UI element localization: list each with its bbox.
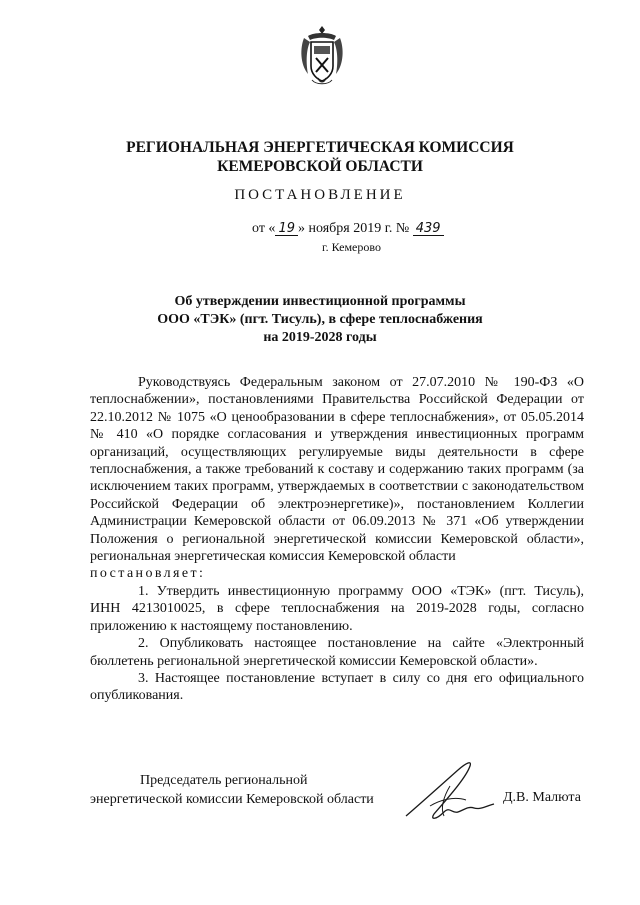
subject-line-3: на 2019-2028 годы xyxy=(263,330,377,345)
signer-title-line-1: Председатель региональной xyxy=(140,773,308,788)
document-number: 439 xyxy=(413,222,444,236)
organization-name xyxy=(0,138,640,176)
item-3-paragraph: 3. Настоящее постановление вступает в силу со дня его официального опубликования. xyxy=(90,670,584,704)
coat-of-arms-icon xyxy=(298,24,346,86)
signer-title-line-2: энергетической комиссии Кемеровской области xyxy=(90,792,374,807)
date-prefix: от « xyxy=(252,221,276,236)
document-date-line xyxy=(252,221,444,237)
subject-line-2: ООО «ТЭК» (пгт. Тисуль), в сфере теплоснабжения xyxy=(157,312,483,327)
decree-word: постановляет: xyxy=(90,566,206,582)
document-city: г. Кемерово xyxy=(322,240,381,254)
date-middle: » ноября 2019 г. № xyxy=(297,221,410,236)
signer-name: Д.В. Малюта xyxy=(503,790,581,805)
document-subject xyxy=(0,293,640,347)
item-2-paragraph: 2. Опубликовать настоящее постановление на сайте «Электронный бюллетень региональной энергетической комиссии Кемеровской области». xyxy=(90,636,584,669)
org-line-2: КЕМЕРОВСКОЙ ОБЛАСТИ xyxy=(217,158,423,175)
document-type: ПОСТАНОВЛЕНИЕ xyxy=(234,187,406,203)
preamble-paragraph: Руководствуясь Федеральным законом от 27.07.2010 № 190-ФЗ «О теплоснабжении», постановлениями Правительства Российской Федерации от 22.10.2012 № 1075 «О ценообразовании в сфере теплоснабжения», от 05.05.2014 № 410 «О порядке согласования и утверждения инвестиционных программ организаций, осуществляющих регулируемые виды деятельности в сфере теплоснабжения, а также требований к составу и содержанию таких программ (за исключением таких программ, утверждаемых в соответствии с законодательством Российской Федерации об электроэнергетике)», постановлением Коллегии Администрации Кемеровской области от 06.09.2013 № 371 «Об утверждении Положения о региональной энергетической комиссии Кемеровской области», региональная энергетическая комиссия Кемеровской области xyxy=(90,375,584,565)
document-body xyxy=(90,374,584,705)
org-line-1: РЕГИОНАЛЬНАЯ ЭНЕРГЕТИЧЕСКАЯ КОМИССИЯ xyxy=(126,139,514,156)
signer-title xyxy=(90,771,374,809)
date-day: 19 xyxy=(275,222,298,236)
handwritten-signature xyxy=(400,756,500,828)
subject-line-1: Об утверждении инвестиционной программы xyxy=(174,294,466,309)
item-1-paragraph: 1. Утвердить инвестиционную программу ООО «ТЭК» (пгт. Тисуль), ИНН 4213010025, в сфере теплоснабжения на 2019-2028 годы, согласно приложению к настоящему постановлению. xyxy=(90,583,584,634)
